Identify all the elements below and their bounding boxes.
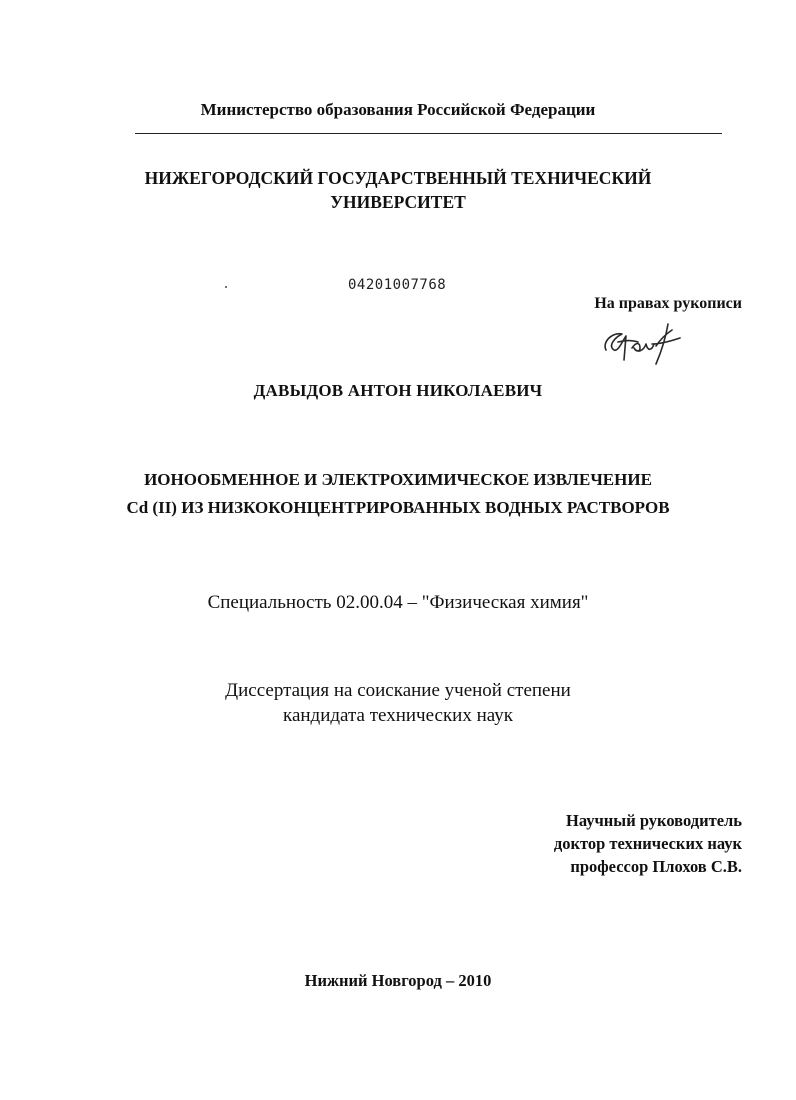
dissertation-title-line-1: ИОНООБМЕННОЕ И ЭЛЕКТРОХИМИЧЕСКОЕ ИЗВЛЕЧЕНИЕ xyxy=(144,470,652,489)
degree-statement-line-1: Диссертация на соискание ученой степени xyxy=(225,680,571,701)
university-name-line-1: НИЖЕГОРОДСКИЙ ГОСУДАРСТВЕННЫЙ ТЕХНИЧЕСКИЙ xyxy=(144,168,652,188)
header-divider xyxy=(135,133,722,134)
degree-statement xyxy=(0,678,796,728)
degree-statement-line-2: кандидата технических наук xyxy=(283,705,513,726)
catalog-code: 04201007768 xyxy=(348,277,447,293)
city-year: Нижний Новгород – 2010 xyxy=(304,971,492,990)
scientific-supervisor xyxy=(554,809,742,878)
university-name xyxy=(0,166,796,214)
manuscript-rights-note: На правах рукописи xyxy=(594,295,742,312)
ministry-header: Министерство образования Российской Федерации xyxy=(200,100,596,119)
supervisor-name: профессор Плохов С.В. xyxy=(570,857,742,876)
specialty: Специальность 02.00.04 – "Физическая химия" xyxy=(207,592,589,613)
university-name-line-2: УНИВЕРСИТЕТ xyxy=(330,192,466,212)
scan-speck xyxy=(225,286,227,288)
handwritten-signature xyxy=(596,320,686,368)
dissertation-title-line-2: Cd (II) ИЗ НИЗКОКОНЦЕНТРИРОВАННЫХ ВОДНЫХ РАСТВОРОВ xyxy=(126,498,670,517)
supervisor-degree: доктор технических наук xyxy=(553,834,742,853)
supervisor-role: Научный руководитель xyxy=(566,811,742,830)
dissertation-title xyxy=(0,466,796,522)
author-name: ДАВЫДОВ АНТОН НИКОЛАЕВИЧ xyxy=(253,381,543,400)
